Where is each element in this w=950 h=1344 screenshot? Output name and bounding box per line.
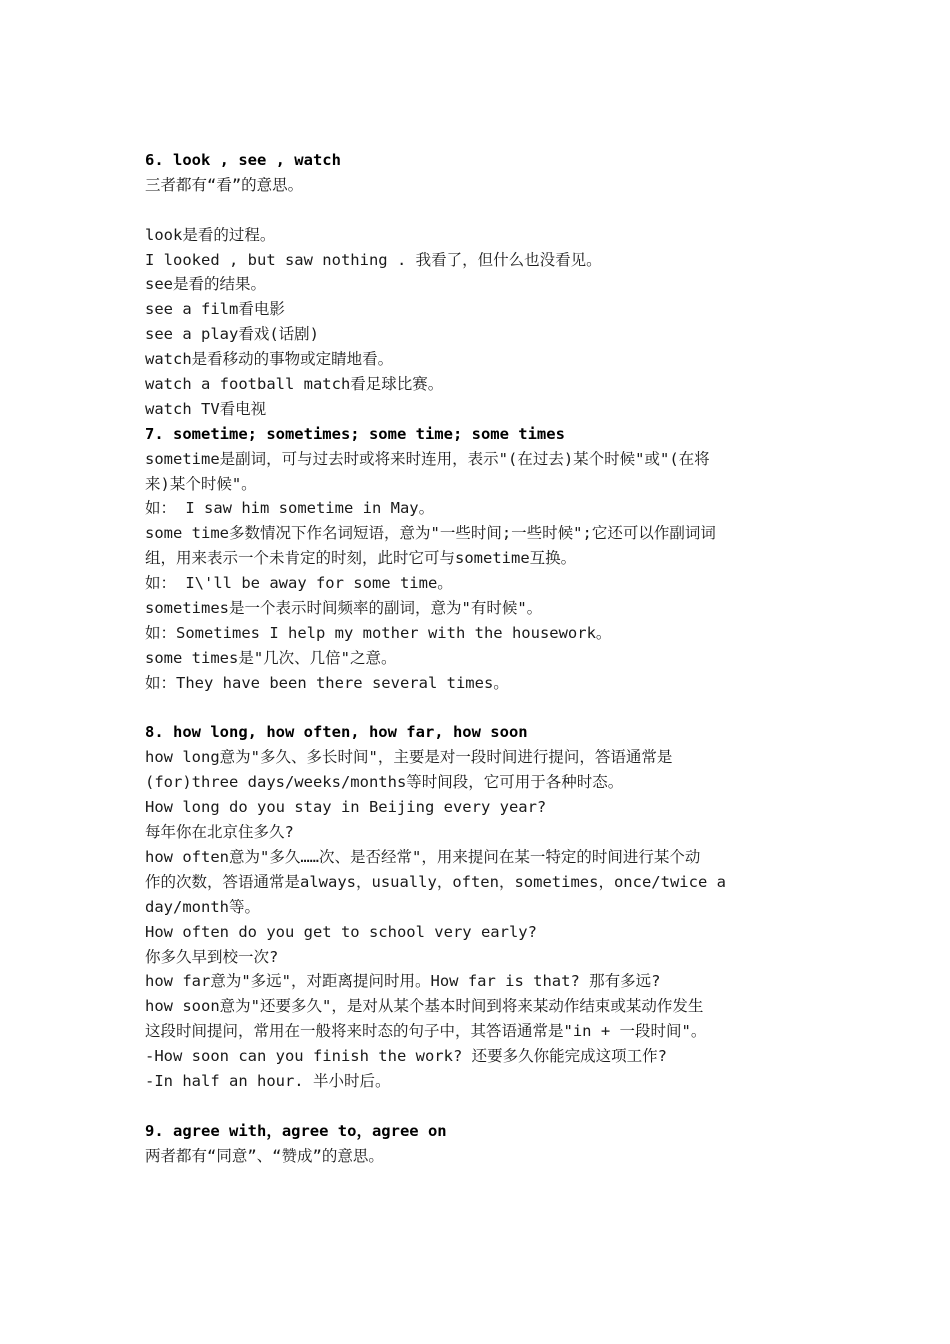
text-line: how soon意为"还要多久"，是对从某个基本时间到将来某动作结束或某动作发生 — [145, 997, 704, 1016]
text-line: 这段时间提问，常用在一般将来时态的句子中，其答语通常是"in + 一段时间"。 — [145, 1022, 707, 1041]
text-line: how often意为"多久……次、是否经常"，用来提问在某一特定的时间进行某个动 — [145, 847, 701, 866]
text-line: see a play看戏(话剧) — [145, 325, 319, 344]
text-line: see是看的结果。 — [145, 275, 266, 294]
text-line: 每年你在北京住多久? — [145, 823, 294, 842]
text-line: 两者都有“同意”、“赞成”的意思。 — [145, 1146, 384, 1165]
text-line: 三者都有“看”的意思。 — [145, 175, 304, 194]
section-9-heading: 9. agree with，agree to，agree on — [145, 1121, 447, 1140]
text-line: 如： I\'ll be away for some time。 — [145, 574, 453, 593]
text-line: look是看的过程。 — [145, 225, 276, 244]
text-line: watch TV看电视 — [145, 399, 267, 418]
text-line: 作的次数，答语通常是always，usually，often，sometimes，once/twice a — [145, 872, 726, 891]
blank-line — [145, 198, 825, 223]
text-line: watch a football match看足球比赛。 — [145, 375, 444, 394]
blank-line — [145, 1094, 825, 1119]
text-line: 如： I saw him sometime in May。 — [145, 499, 435, 518]
text-line: see a film看电影 — [145, 300, 285, 319]
text-line: 你多久早到校一次? — [145, 947, 279, 966]
text-line: some time多数情况下作名词短语，意为"一些时间;一些时候";它还可以作副词词 — [145, 524, 716, 543]
text-line: sometimes是一个表示时间频率的副词，意为"有时候"。 — [145, 599, 543, 618]
text-line: How often do you get to school very early? — [145, 922, 537, 941]
text-line: some times是"几次、几倍"之意。 — [145, 648, 397, 667]
text-line: -In half an hour. 半小时后。 — [145, 1071, 391, 1090]
text-line: How long do you stay in Beijing every year? — [145, 798, 547, 817]
text-line: -How soon can you finish the work? 还要多久你能完成这项工作? — [145, 1047, 667, 1066]
text-line: (for)three days/weeks/months等时间段，它可用于各种时态。 — [145, 773, 624, 792]
text-line: 如：Sometimes I help my mother with the housework。 — [145, 623, 612, 642]
text-line: how long意为"多久、多长时间"，主要是对一段时间进行提问，答语通常是 — [145, 748, 673, 767]
document-page — [145, 148, 825, 1169]
text-line: sometime是副词，可与过去时或将来时连用，表示"(在过去)某个时候"或"(在将 — [145, 449, 710, 468]
section-7-heading: 7. sometime; sometimes; some time; some times — [145, 424, 565, 443]
text-line: I looked , but saw nothing . 我看了，但什么也没看见。 — [145, 250, 602, 269]
text-line: 如：They have been there several times。 — [145, 673, 509, 692]
text-line: day/month等。 — [145, 897, 260, 916]
text-line: 组，用来表示一个未肯定的时刻，此时它可与sometime互换。 — [145, 549, 577, 568]
text-line: 来)某个时候"。 — [145, 474, 257, 493]
text-line: watch是看移动的事物或定睛地看。 — [145, 350, 394, 369]
section-6-heading: 6. look , see , watch — [145, 151, 341, 169]
blank-line — [145, 696, 825, 721]
text-line: how far意为"多远"，对距离提问时用。How far is that? 那有多远? — [145, 972, 661, 991]
section-8-heading: 8. how long, how often, how far, how soon — [145, 723, 528, 742]
